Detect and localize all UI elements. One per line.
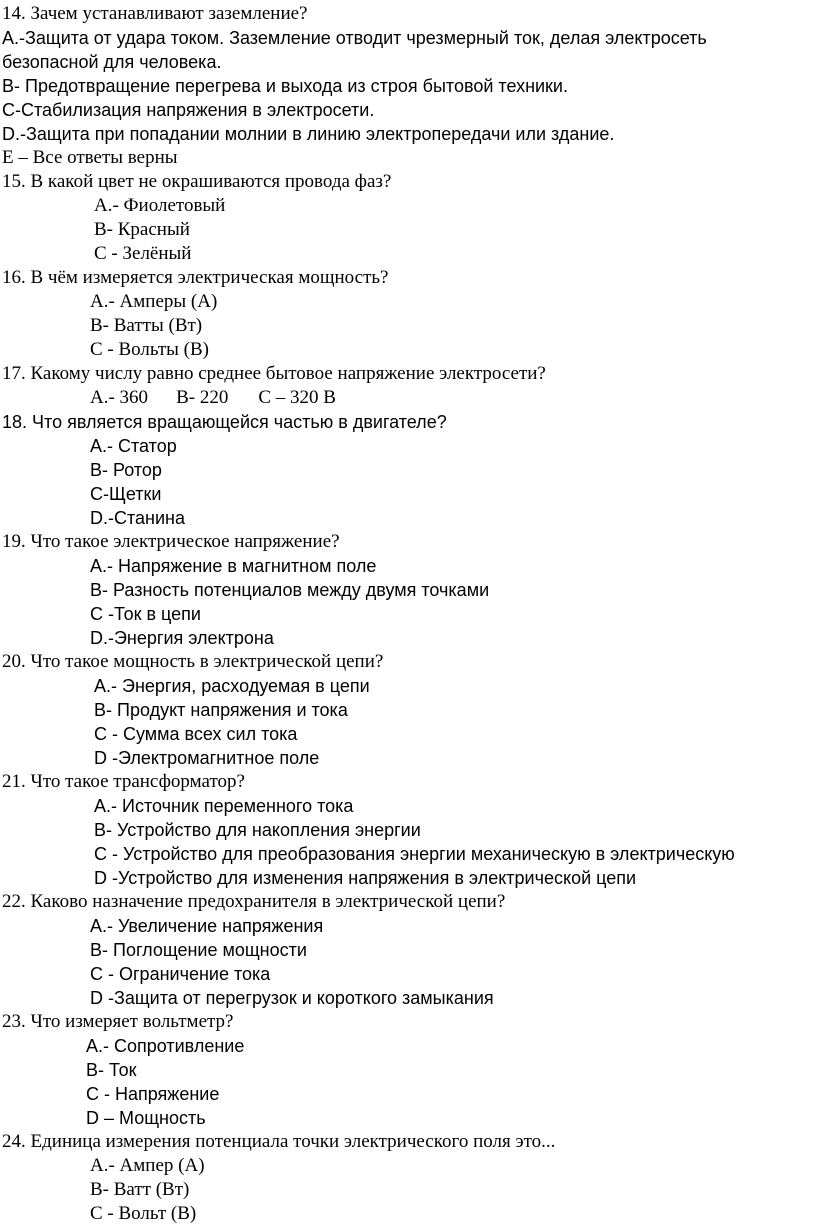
q20-answer-d: D -Электромагнитное поле bbox=[94, 748, 320, 768]
q22-answer-d: D -Защита от перегрузок и короткого замыкания bbox=[90, 988, 494, 1008]
q24-answer-c: C - Вольт (В) bbox=[90, 1203, 197, 1224]
q18-answer-c: C-Щетки bbox=[90, 484, 162, 504]
q23-answer-c: C - Напряжение bbox=[86, 1084, 220, 1104]
question-23: 23. Что измеряет вольтметр? bbox=[2, 1011, 234, 1032]
question-18: 18. Что является вращающейся частью в двигателе? bbox=[2, 412, 447, 432]
q20-answer-b: B- Продукт напряжения и тока bbox=[94, 700, 348, 720]
q15-answer-b: B- Красный bbox=[94, 219, 190, 240]
q21-answer-d: D -Устройство для изменения напряжения в электрической цепи bbox=[94, 868, 637, 888]
q21-answer-a: A.- Источник переменного тока bbox=[94, 796, 354, 816]
q19-answer-a: A.- Напряжение в магнитном поле bbox=[90, 556, 377, 576]
question-14: 14. Зачем устанавливают заземление? bbox=[2, 3, 308, 24]
question-24: 24. Единица измерения потенциала точки электрического поля это... bbox=[2, 1131, 556, 1152]
q15-answer-c: C - Зелёный bbox=[94, 243, 192, 264]
q22-answer-b: B- Поглощение мощности bbox=[90, 940, 307, 960]
q14-answer-c: C-Стабилизация напряжения в электросети. bbox=[2, 100, 375, 120]
q19-answer-c: C -Ток в цепи bbox=[90, 604, 201, 624]
q18-answer-a: A.- Статор bbox=[90, 436, 177, 456]
q22-answer-a: A.- Увеличение напряжения bbox=[90, 916, 324, 936]
q18-answer-d: D.-Станина bbox=[90, 508, 185, 528]
q20-answer-a: A.- Энергия, расходуемая в цепи bbox=[94, 676, 370, 696]
q19-answer-d: D.-Энергия электрона bbox=[90, 628, 274, 648]
q23-answer-a: A.- Сопротивление bbox=[86, 1036, 245, 1056]
question-15: 15. В какой цвет не окрашиваются провода фаз? bbox=[2, 171, 392, 192]
q14-answer-b: B- Предотвращение перегрева и выхода из строя бытовой техники. bbox=[2, 76, 568, 96]
q15-answer-a: A.- Фиолетовый bbox=[94, 195, 226, 216]
q21-answer-c: C - Устройство для преобразования энергии механическую в электрическую bbox=[94, 844, 735, 864]
q16-answer-b: B- Ватты (Вт) bbox=[90, 315, 203, 336]
q21-answer-b: B- Устройство для накопления энергии bbox=[94, 820, 421, 840]
question-21: 21. Что такое трансформатор? bbox=[2, 771, 245, 792]
question-20: 20. Что такое мощность в электрической цепи? bbox=[2, 651, 384, 672]
q24-answer-a: A.- Ампер (A) bbox=[90, 1155, 205, 1176]
q23-answer-d: D – Мощность bbox=[86, 1108, 206, 1128]
q19-answer-b: B- Разность потенциалов между двумя точками bbox=[90, 580, 490, 600]
q17-answers bbox=[90, 386, 336, 410]
q24-answer-b: B- Ватт (Вт) bbox=[90, 1179, 190, 1200]
question-19: 19. Что такое электрическое напряжение? bbox=[2, 531, 340, 552]
question-22: 22. Каково назначение предохранителя в электрической цепи? bbox=[2, 891, 506, 912]
q14-answer-a-line2: безопасной для человека. bbox=[2, 52, 222, 72]
q14-answer-a-line1: A.-Защита от удара током. Заземление отводит чрезмерный ток, делая электросеть bbox=[2, 28, 707, 48]
q17-answer-c: C – 320 В bbox=[258, 387, 336, 408]
q16-answer-c: C - Вольты (В) bbox=[90, 339, 209, 360]
q14-answer-e: E – Все ответы верны bbox=[2, 147, 178, 168]
q14-answer-d: D.-Защита при попадании молнии в линию электропередачи или здание. bbox=[2, 124, 615, 144]
q18-answer-b: B- Ротор bbox=[90, 460, 162, 480]
q16-answer-a: A.- Амперы (A) bbox=[90, 291, 218, 312]
question-16: 16. В чём измеряется электрическая мощность? bbox=[2, 267, 389, 288]
question-17: 17. Какому числу равно среднее бытовое напряжение электросети? bbox=[2, 363, 546, 384]
q17-answer-b: B- 220 bbox=[176, 387, 229, 408]
q22-answer-c: C - Ограничение тока bbox=[90, 964, 271, 984]
q20-answer-c: C - Сумма всех сил тока bbox=[94, 724, 298, 744]
q17-answer-a: A.- 360 bbox=[90, 387, 149, 408]
q23-answer-b: B- Ток bbox=[86, 1060, 137, 1080]
